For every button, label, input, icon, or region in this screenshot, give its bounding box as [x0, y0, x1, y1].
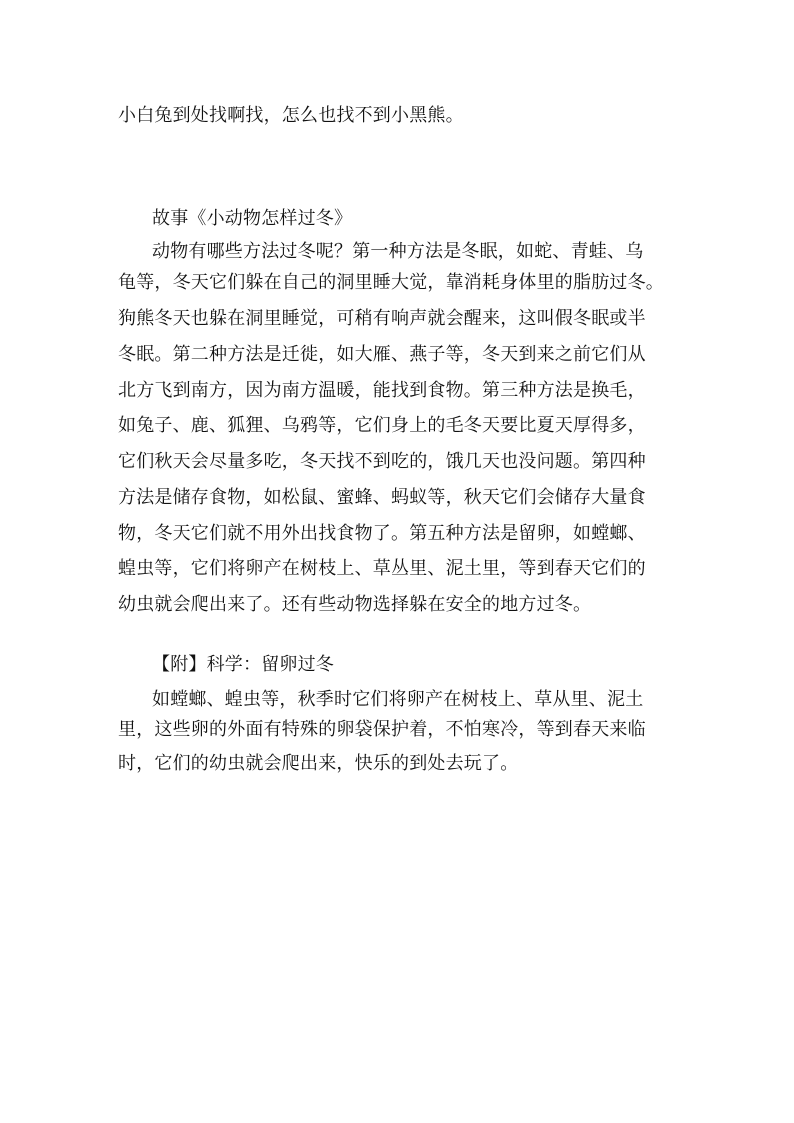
appendix-line: 里，这些卵的外面有特殊的卵袋保护着，不怕寒冷，等到春天来临: [118, 719, 646, 740]
appendix-title: 【附】科学：留卵过冬: [152, 654, 334, 675]
story-line: 蝗虫等，它们将卵产在树枝上、草丛里、泥土里，等到春天它们的: [118, 558, 646, 579]
story-line: 动物有哪些方法过冬呢？第一种方法是冬眠，如蛇、青蛙、乌: [152, 241, 644, 262]
story-line: 物，冬天它们就不用外出找食物了。第五种方法是留卵，如螳螂、: [118, 523, 646, 544]
appendix-line: 时，它们的幼虫就会爬出来，快乐的到处去玩了。: [118, 753, 519, 774]
story-line: 北方飞到南方，因为南方温暖，能找到食物。第三种方法是换毛，: [118, 380, 646, 401]
appendix-line: 如螳螂、蝗虫等，秋季时它们将卵产在树枝上、草从里、泥土: [152, 689, 644, 710]
story-line: 如兔子、鹿、狐狸、乌鸦等，它们身上的毛冬天要比夏天厚得多，: [118, 415, 646, 436]
story-title: 故事《小动物怎样过冬》: [152, 208, 353, 229]
story-line: 幼虫就会爬出来了。还有些动物选择躲在安全的地方过冬。: [118, 594, 592, 615]
story-line: 它们秋天会尽量多吃，冬天找不到吃的，饿几天也没问题。第四种: [118, 451, 646, 472]
story-line: 方法是储存食物，如松鼠、蜜蜂、蚂蚁等，秋天它们会储存大量食: [118, 487, 646, 508]
story-line: 冬眠。第二种方法是迁徙，如大雁、燕子等，冬天到来之前它们从: [118, 344, 646, 365]
story-line: 龟等，冬天它们躲在自己的洞里睡大觉，靠消耗身体里的脂肪过冬。: [118, 272, 664, 293]
intro-paragraph: 小白兔到处找啊找，怎么也找不到小黑熊。: [118, 105, 464, 126]
story-line: 狗熊冬天也躲在洞里睡觉，可稍有响声就会醒来，这叫假冬眠或半: [118, 308, 646, 329]
